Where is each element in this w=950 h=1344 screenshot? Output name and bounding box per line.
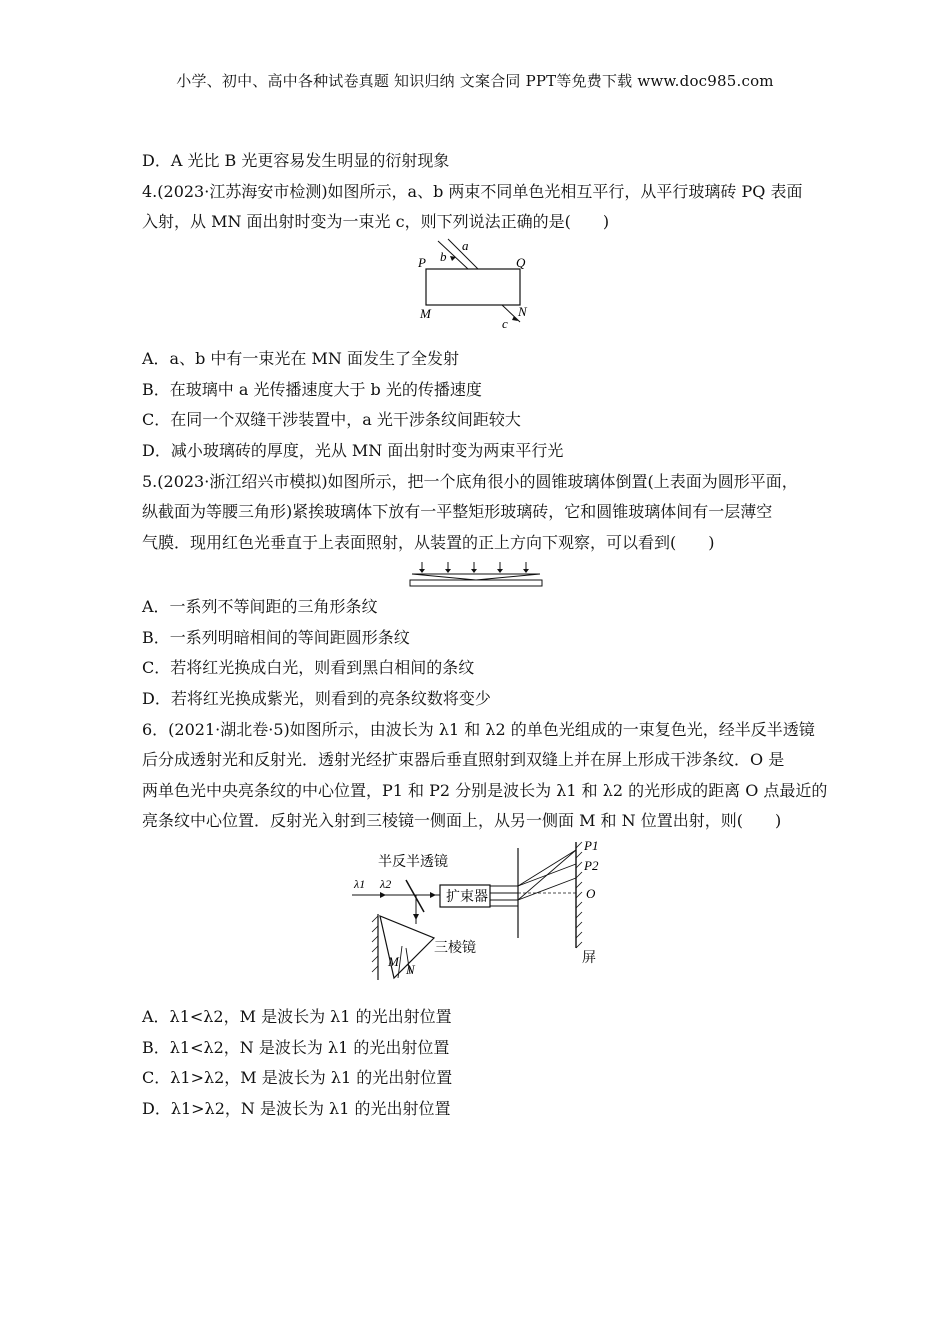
q4-option-a: A．a、b 中有一束光在 MN 面发生了全发射: [142, 349, 459, 368]
label-b: b: [440, 249, 447, 264]
q6-option-b: B．λ1<λ2，N 是波长为 λ1 的光出射位置: [142, 1038, 450, 1057]
q5-stem-line2: 纵截面为等腰三角形)紧挨玻璃体下放有一平整矩形玻璃砖，它和圆锥玻璃体间有一层薄空: [142, 502, 773, 521]
q4-option-c: C．在同一个双缝干涉装置中，a 光干涉条纹间距较大: [142, 410, 521, 429]
glass-slab: [426, 269, 520, 305]
expanded-beams: [490, 886, 518, 906]
q5-stem-line1: 5.(2023·浙江绍兴市模拟)如图所示，把一个底角很小的圆锥玻璃体倒置(上表面为圆形平面，: [142, 472, 798, 491]
label-M: M: [388, 954, 399, 969]
q3-option-d: D．A 光比 B 光更容易发生明显的衍射现象: [142, 151, 450, 170]
q6-stem-line2: 后分成透射光和反射光．透射光经扩束器后垂直照射到双缝上并在屏上形成干涉条纹．O 是: [142, 750, 785, 769]
half-mirror: [406, 880, 424, 912]
cone-right-edge: [476, 574, 540, 580]
q5-option-d: D．若将红光换成紫光，则看到的亮条纹数将变少: [142, 689, 491, 708]
q4-stem-line1: 4.(2023·江苏海安市检测)如图所示，a、b 两束不同单色光相互平行，从平行玻璃砖 PQ 表面: [142, 182, 803, 201]
q6-option-a: A．λ1<λ2，M 是波长为 λ1 的光出射位置: [142, 1007, 452, 1026]
q6-stem-line4: 亮条纹中心位置．反射光入射到三棱镜一侧面上，从另一侧面 M 和 N 位置出射，则( ): [142, 811, 782, 830]
expander-label: 扩束器: [446, 890, 488, 905]
q4-option-d: D．减小玻璃砖的厚度，光从 MN 面出射时变为两束平行光: [142, 441, 564, 460]
label-P2: P2: [584, 858, 599, 873]
q5-stem-line3: 气膜．现用红色光垂直于上表面照射，从装置的正上方向下观察，可以看到( ): [142, 533, 715, 552]
q5-cone-glass-figure: [408, 560, 544, 590]
label-N: N: [406, 962, 415, 977]
flat-glass-plate: [410, 580, 542, 586]
label-lambda2: λ2: [380, 877, 392, 891]
q4-glass-slab-figure: [410, 236, 540, 336]
label-P1: P1: [584, 838, 599, 853]
q6-option-c: C．λ1>λ2，M 是波长为 λ1 的光出射位置: [142, 1068, 453, 1087]
q4-stem-line2: 入射，从 MN 面出射时变为一束光 c，则下列说法正确的是( ): [142, 212, 610, 231]
label-O: O: [586, 886, 596, 901]
q5-option-b: B．一系列明暗相间的等间距圆形条纹: [142, 628, 410, 647]
q6-stem-line1: 6．(2021·湖北卷·5)如图所示，由波长为 λ1 和 λ2 的单色光组成的一束复色光，经半反半透镜: [142, 720, 815, 739]
interference-rays: [518, 850, 576, 900]
label-N: N: [518, 304, 527, 319]
q6-option-d: D．λ1>λ2，N 是波长为 λ1 的光出射位置: [142, 1099, 451, 1118]
label-P: P: [418, 255, 426, 270]
page-header: 小学、初中、高中各种试卷真题 知识归纳 文案合同 PPT等免费下载 www.doc985.com: [176, 72, 774, 90]
q5-option-c: C．若将红光换成白光，则看到黑白相间的条纹: [142, 658, 475, 677]
cone-left-edge: [412, 574, 476, 580]
screen-label: 屏: [582, 951, 596, 966]
label-Q: Q: [516, 255, 526, 270]
label-a: a: [462, 238, 469, 253]
half-mirror-label: 半反半透镜: [378, 855, 448, 870]
q6-stem-line3: 两单色光中央亮条纹的中心位置，P1 和 P2 分别是波长为 λ1 和 λ2 的光形成的距离 O 点最近的: [142, 781, 828, 800]
label-lambda1: λ1: [354, 877, 366, 891]
q5-option-a: A．一系列不等间距的三角形条纹: [142, 597, 378, 616]
label-c: c: [502, 316, 508, 331]
prism-label: 三棱镜: [434, 941, 476, 956]
q4-option-b: B．在玻璃中 a 光传播速度大于 b 光的传播速度: [142, 380, 482, 399]
label-M: M: [420, 306, 431, 321]
q6-double-slit-figure: [350, 838, 610, 988]
